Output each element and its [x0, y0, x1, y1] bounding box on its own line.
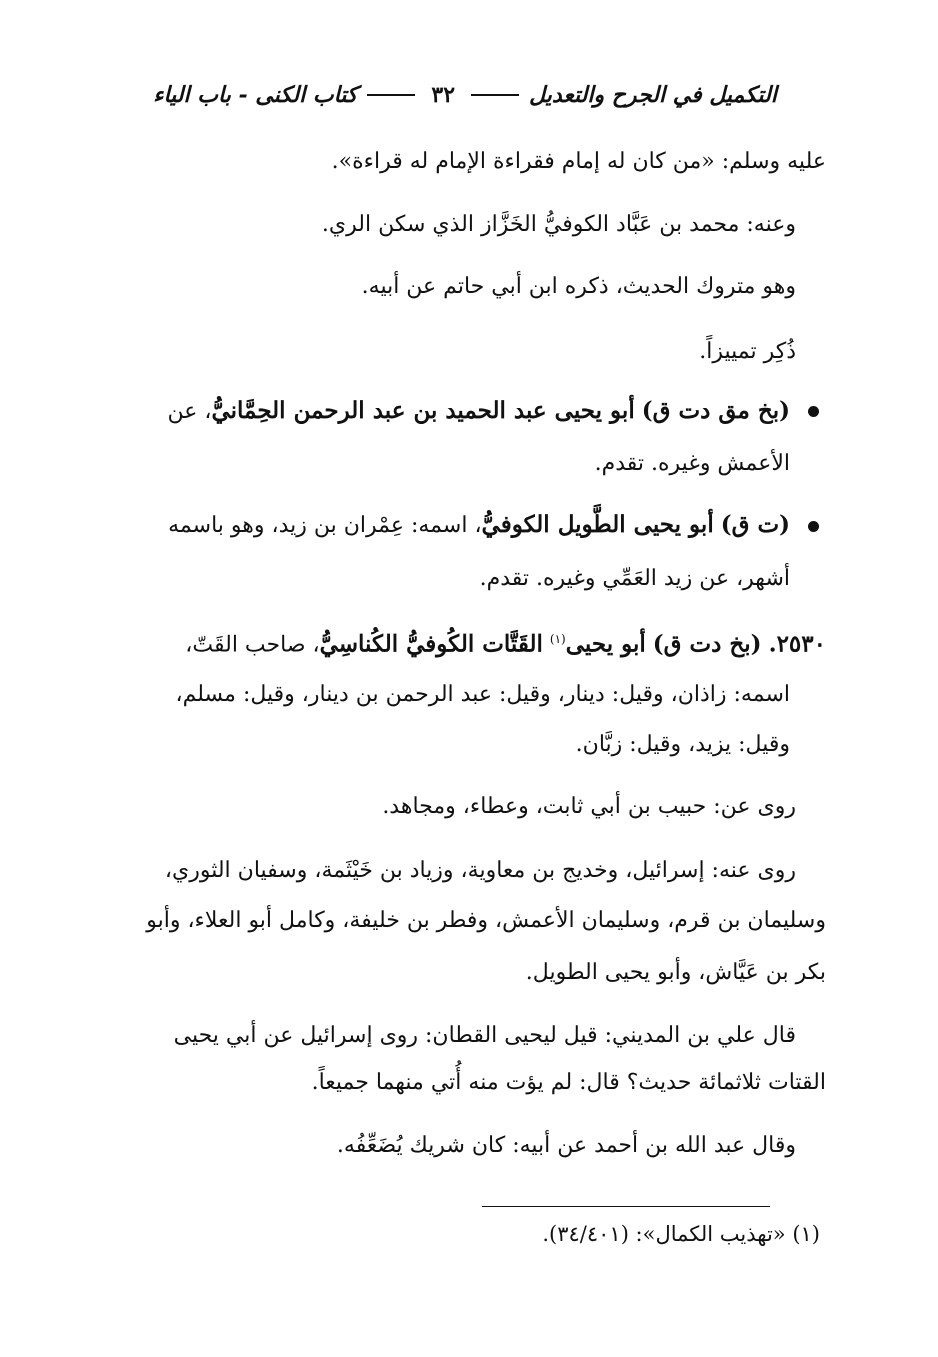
entry-name: القَتَّات الكُوفيُّ الكُناسِيُّ: [319, 630, 543, 658]
entry-line: [185, 624, 826, 660]
entry-name: أبو يحيى عبد الحميد بن عبد الرحمن الحِمَّانيُّ: [211, 397, 635, 424]
text-line: قال علي بن المديني: قيل ليحيى القطان: روى إسرائيل عن أبي يحيى: [173, 1023, 796, 1048]
bullet-icon: [808, 521, 819, 532]
header-dash: [367, 94, 415, 96]
footnote-separator: [482, 1206, 770, 1207]
text-line: ذُكِر تمييزاً.: [699, 339, 796, 364]
entry-text: ، صاحب القَتّ،: [185, 632, 320, 658]
text-line: وهو متروك الحديث، ذكره ابن أبي حاتم عن أبيه.: [361, 274, 796, 299]
entry-line: [167, 396, 790, 427]
text-line: القتات ثلاثمائة حديث؟ قال: لم يؤت منه أُتي منهما جميعاً.: [311, 1070, 826, 1095]
header-left-title: التكميل في الجرح والتعديل: [529, 82, 777, 108]
entry-line: [168, 510, 790, 541]
text-line: روى عنه: إسرائيل، وخديج بن معاوية، وزياد بن خَيْثَمة، وسفيان الثوري،: [164, 858, 796, 883]
header-right-title: كتاب الكنى - باب الياء: [153, 82, 358, 108]
entry-name: أبو يحيى: [565, 630, 646, 658]
entry-number: ٢٥٣٠.: [768, 630, 826, 658]
entry-codes: (بخ دت ق): [652, 630, 762, 658]
text-line: اسمه: زاذان، وقيل: دينار، وقيل: عبد الرحمن بن دينار، وقيل: مسلم،: [175, 682, 790, 707]
text-line: بكر بن عَيَّاش، وأبو يحيى الطويل.: [525, 960, 826, 985]
running-header: [100, 78, 830, 112]
text-line: أشهر، عن زيد العَمِّي وغيره. تقدم.: [479, 566, 790, 591]
header-dash: [471, 94, 519, 96]
bullet-icon: [808, 406, 819, 417]
entry-text: ، اسمه: عِمْران بن زيد، وهو باسمه: [168, 513, 482, 538]
text-line: روى عن: حبيب بن أبي ثابت، وعطاء، ومجاهد.: [382, 794, 796, 819]
footnote-mark[interactable]: (١): [549, 632, 566, 646]
text-line: وعنه: محمد بن عَبَّاد الكوفيُّ الخَزَّاز الذي سكن الري.: [321, 212, 796, 237]
entry-codes: (بخ مق دت ق): [641, 397, 790, 424]
entry-name: أبو يحيى الطَّويل الكوفيُّ: [481, 511, 714, 538]
text-line: وقال عبد الله بن أحمد عن أبيه: كان شريك يُضَعِّفُه.: [336, 1133, 796, 1158]
page-number: ٣٢: [431, 82, 456, 108]
entry-text: ، عن: [167, 399, 212, 424]
text-line: عليه وسلم: «من كان له إمام فقراءة الإمام له قراءة».: [331, 149, 826, 174]
text-line: وقيل: يزيد، وقيل: زبَّان.: [575, 732, 790, 757]
text-line: الأعمش وغيره. تقدم.: [594, 451, 790, 476]
entry-codes: (ت ق): [720, 511, 790, 538]
footnote: (١) «تهذيب الكمال»: (٣٤/٤٠١).: [542, 1222, 820, 1246]
text-line: وسليمان بن قرم، وسليمان الأعمش، وفطر بن خليفة، وكامل أبو العلاء، وأبو: [146, 908, 826, 933]
